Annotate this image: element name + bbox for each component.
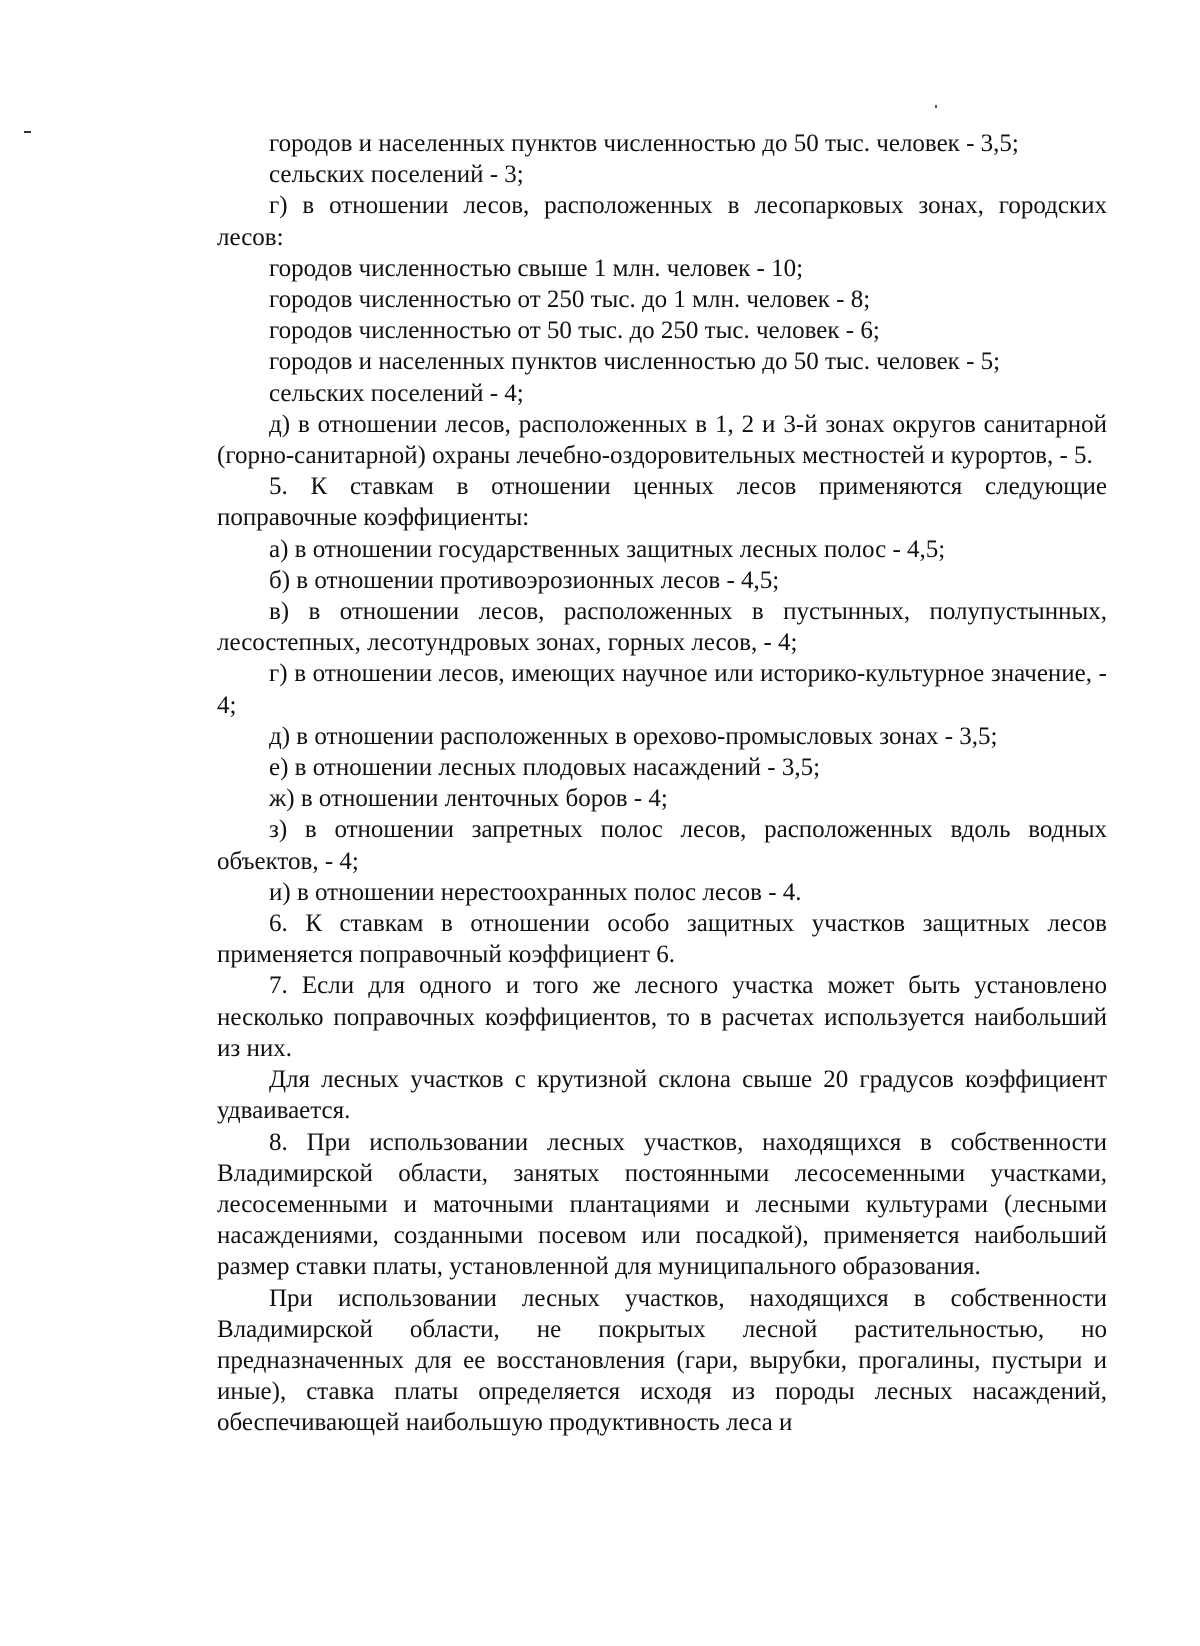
scan-mark: [24, 131, 31, 133]
paragraph: сельских поселений - 3;: [269, 161, 524, 189]
paragraph: з) в отношении запретных полос лесов, расположенных вдоль водных объектов, - 4;: [217, 816, 1107, 875]
paragraph: городов и населенных пунктов численностью до 50 тыс. человек - 5;: [269, 348, 1001, 376]
paragraph: городов численностью свыше 1 млн. человек - 10;: [269, 254, 804, 282]
paragraph: городов численностью от 250 тыс. до 1 млн. человек - 8;: [269, 286, 871, 314]
scan-mark: [935, 105, 937, 108]
paragraph: а) в отношении государственных защитных лесных полос - 4,5;: [269, 535, 946, 563]
paragraph: г) в отношении лесов, расположенных в лесопарковых зонах, городских лесов:: [217, 192, 1107, 251]
paragraph: 7. Если для одного и того же лесного участка может быть установлено несколько поправочных коэффициентов, то в расчетах используется наибольший из них.: [217, 972, 1107, 1062]
paragraph: 5. К ставкам в отношении ценных лесов применяются следующие поправочные коэффициенты:: [217, 473, 1107, 532]
paragraph: б) в отношении противоэрозионных лесов - 4,5;: [269, 566, 780, 594]
paragraph: сельских поселений - 4;: [269, 379, 524, 407]
paragraph: ж) в отношении ленточных боров - 4;: [269, 785, 668, 813]
paragraph: 8. При использовании лесных участков, находящихся в собственности Владимирской области, занятых постоянными лесосеменными участками, лесосеменными и маточными плантациями и лесными культурами (лесными насаждениями, созданными посевом или посадкой), применяется наибольший размер ставки платы, установленной для муниципального образования.: [217, 1128, 1107, 1281]
paragraph: При использовании лесных участков, находящихся в собственности Владимирской области, не покрытых лесной растительностью, но предназначенных для ее восстановления (гари, вырубки, прогалины, пустыри и иные), ставка платы определяется исходя из породы лесных насаждений, обеспечивающей наибольшую продуктивность леса и: [217, 1284, 1107, 1437]
paragraph: и) в отношении нерестоохранных полос лесов - 4.: [269, 878, 802, 906]
document-page: [217, 128, 1107, 1439]
paragraph: г) в отношении лесов, имеющих научное или историко-культурное значение, - 4;: [217, 660, 1107, 719]
paragraph: городов численностью от 50 тыс. до 250 тыс. человек - 6;: [269, 317, 880, 345]
paragraph: е) в отношении лесных плодовых насаждений - 3,5;: [269, 754, 821, 782]
paragraph: в) в отношении лесов, расположенных в пустынных, полупустынных, лесостепных, лесотундровых зонах, горных лесов, - 4;: [217, 598, 1107, 657]
paragraph: 6. К ставкам в отношении особо защитных участков защитных лесов применяется поправочный коэффициент 6.: [217, 910, 1107, 969]
paragraph: Для лесных участков с крутизной склона свыше 20 градусов коэффициент удваивается.: [217, 1066, 1107, 1125]
paragraph: д) в отношении расположенных в орехово-промысловых зонах - 3,5;: [269, 722, 998, 750]
paragraph: д) в отношении лесов, расположенных в 1, 2 и 3-й зонах округов санитарной (горно-санитарной) охраны лечебно-оздоровительных местностей и курортов, - 5.: [217, 410, 1107, 470]
paragraph: городов и населенных пунктов численностью до 50 тыс. человек - 3,5;: [269, 130, 1019, 157]
